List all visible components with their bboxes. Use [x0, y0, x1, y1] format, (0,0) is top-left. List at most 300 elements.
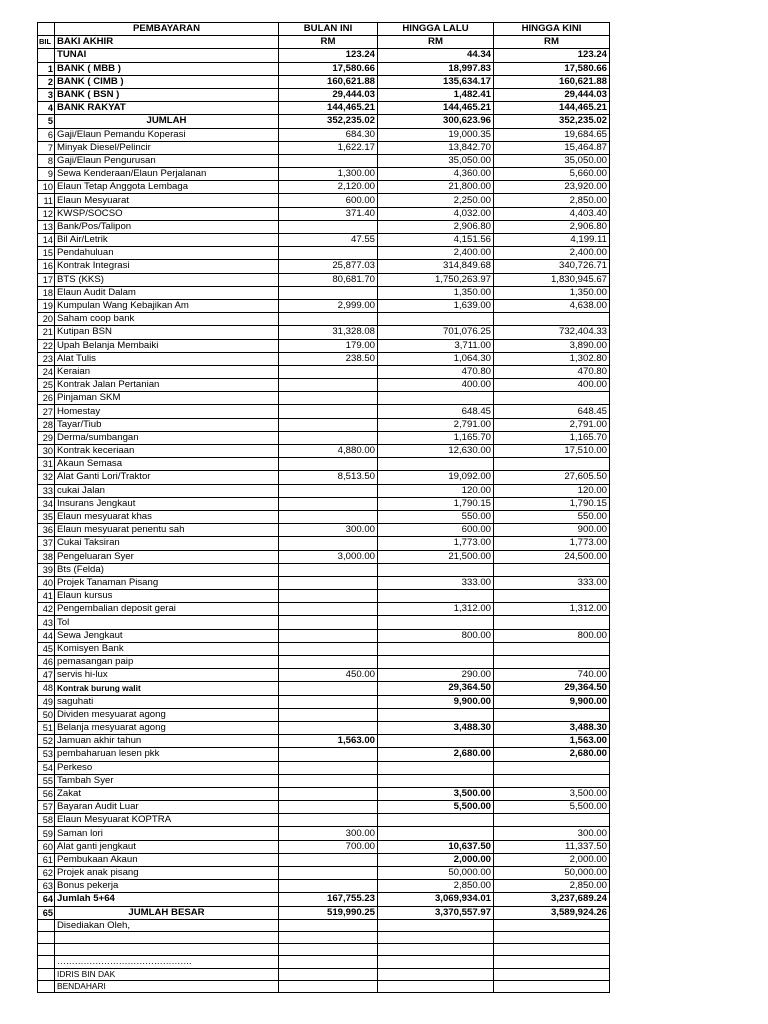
table-row: [38, 313, 610, 326]
value-hingga-kini: 1,563.00: [494, 735, 610, 748]
row-number: 60: [38, 840, 55, 853]
table-row: [38, 695, 610, 708]
value-bulan-ini: [279, 392, 378, 405]
row-description: BANK ( BSN ): [55, 88, 279, 101]
col-hingga-kini-header: HINGGA KINI: [494, 23, 610, 36]
row-description: pembaharuan lesen pkk: [55, 748, 279, 761]
value-hingga-lalu: 470.80: [378, 365, 494, 378]
value-hingga-kini: 2,680.00: [494, 748, 610, 761]
table-row: [38, 550, 610, 563]
row-number: 1: [38, 62, 55, 75]
row-number: 7: [38, 141, 55, 154]
value-hingga-kini: [494, 616, 610, 629]
row-description: Projek Tanaman Pisang: [55, 576, 279, 589]
table-row: [38, 194, 610, 207]
row-number: 25: [38, 379, 55, 392]
row-number: 56: [38, 787, 55, 800]
value-hingga-lalu: 333.00: [378, 576, 494, 589]
value-bulan-ini: [279, 220, 378, 233]
value-hingga-lalu: 9,900.00: [378, 695, 494, 708]
value-bulan-ini: 144,465.21: [279, 102, 378, 115]
table-row: [38, 827, 610, 840]
table-row: [38, 721, 610, 734]
row-number: 38: [38, 550, 55, 563]
table-row: [38, 141, 610, 154]
row-number: 22: [38, 339, 55, 352]
value-hingga-lalu: 3,488.30: [378, 721, 494, 734]
row-number: 46: [38, 656, 55, 669]
row-description: Gaji/Elaun Pemandu Koperasi: [55, 128, 279, 141]
row-number: 55: [38, 774, 55, 787]
value-bulan-ini: [279, 537, 378, 550]
value-bulan-ini: 3,000.00: [279, 550, 378, 563]
value-bulan-ini: 450.00: [279, 669, 378, 682]
table-row: [38, 299, 610, 312]
value-bulan-ini: [279, 405, 378, 418]
table-row: [38, 682, 610, 695]
value-bulan-ini: 80,681.70: [279, 273, 378, 286]
table-row: [38, 88, 610, 101]
value-bulan-ini: 300.00: [279, 827, 378, 840]
row-description: pemasangan paip: [55, 656, 279, 669]
value-bulan-ini: [279, 379, 378, 392]
row-description: Pengembalian deposit gerai: [55, 603, 279, 616]
table-row: [38, 128, 610, 141]
row-number: 42: [38, 603, 55, 616]
value-hingga-lalu: 13,842.70: [378, 141, 494, 154]
row-number: 58: [38, 814, 55, 827]
value-bulan-ini: [279, 801, 378, 814]
value-hingga-kini: 800.00: [494, 629, 610, 642]
row-number: 35: [38, 510, 55, 523]
value-hingga-lalu: 1,064.30: [378, 352, 494, 365]
value-hingga-lalu: [378, 563, 494, 576]
row-number: 41: [38, 590, 55, 603]
subheader-row: [38, 36, 610, 49]
value-hingga-kini: 29,364.50: [494, 682, 610, 695]
value-bulan-ini: [279, 721, 378, 734]
row-number: 10: [38, 181, 55, 194]
value-hingga-lalu: 600.00: [378, 524, 494, 537]
value-bulan-ini: [279, 761, 378, 774]
value-hingga-lalu: 1,639.00: [378, 299, 494, 312]
value-hingga-lalu: [378, 774, 494, 787]
table-row: [38, 168, 610, 181]
value-hingga-kini: 17,580.66: [494, 62, 610, 75]
row-description: servis hi-lux: [55, 669, 279, 682]
value-bulan-ini: [279, 418, 378, 431]
empty-cell: [55, 931, 279, 943]
row-number: 63: [38, 880, 55, 893]
table-row: [38, 326, 610, 339]
value-hingga-kini: 648.45: [494, 405, 610, 418]
value-bulan-ini: [279, 431, 378, 444]
row-number: 19: [38, 299, 55, 312]
value-hingga-lalu: 290.00: [378, 669, 494, 682]
signatory-name: IDRIS BIN DAK: [55, 968, 279, 980]
table-row: [38, 286, 610, 299]
empty-cell: [279, 931, 378, 943]
table-row: [38, 906, 610, 919]
value-hingga-kini: 3,237,689.24: [494, 893, 610, 906]
row-number: 2: [38, 75, 55, 88]
row-description: Elaun Tetap Anggota Lembaga: [55, 181, 279, 194]
row-description: Pinjaman SKM: [55, 392, 279, 405]
value-bulan-ini: [279, 708, 378, 721]
row-description: Zakat: [55, 787, 279, 800]
table-row: [38, 708, 610, 721]
table-row: [38, 471, 610, 484]
value-hingga-lalu: [378, 827, 494, 840]
row-number: 26: [38, 392, 55, 405]
value-hingga-kini: 9,900.00: [494, 695, 610, 708]
value-hingga-kini: 1,312.00: [494, 603, 610, 616]
value-hingga-lalu: 1,312.00: [378, 603, 494, 616]
empty-cell: [378, 968, 494, 980]
value-hingga-kini: [494, 590, 610, 603]
row-number: 28: [38, 418, 55, 431]
signature-line: ……………………………………….: [55, 956, 279, 968]
row-description: Projek anak pisang: [55, 867, 279, 880]
row-description: Alat Ganti Lori/Traktor: [55, 471, 279, 484]
payment-table: [37, 22, 610, 993]
row-description: Cukai Taksiran: [55, 537, 279, 550]
value-hingga-lalu: 2,850.00: [378, 880, 494, 893]
value-bulan-ini: [279, 313, 378, 326]
row-description: JUMLAH BESAR: [55, 906, 279, 919]
table-row: [38, 656, 610, 669]
value-hingga-kini: 35,050.00: [494, 154, 610, 167]
prepared-by-label: Disediakan Oleh,: [55, 919, 279, 931]
value-hingga-lalu: 2,791.00: [378, 418, 494, 431]
empty-cell: [279, 968, 378, 980]
row-number: 49: [38, 695, 55, 708]
value-hingga-lalu: 21,500.00: [378, 550, 494, 563]
value-bulan-ini: 1,563.00: [279, 735, 378, 748]
value-bulan-ini: [279, 656, 378, 669]
value-hingga-kini: 50,000.00: [494, 867, 610, 880]
value-bulan-ini: 31,328.08: [279, 326, 378, 339]
signatory-position: BENDAHARI: [55, 980, 279, 992]
value-hingga-kini: 400.00: [494, 379, 610, 392]
value-hingga-lalu: 4,360.00: [378, 168, 494, 181]
value-hingga-kini: 5,500.00: [494, 801, 610, 814]
row-description: Tayar/Tiub: [55, 418, 279, 431]
table-row: [38, 537, 610, 550]
value-bulan-ini: 519,990.25: [279, 906, 378, 919]
value-hingga-lalu: 19,000.35: [378, 128, 494, 141]
table-row: [38, 761, 610, 774]
row-number: 21: [38, 326, 55, 339]
value-hingga-lalu: 648.45: [378, 405, 494, 418]
value-hingga-kini: 352,235.02: [494, 115, 610, 128]
row-number: 24: [38, 365, 55, 378]
row-number: 64: [38, 893, 55, 906]
value-bulan-ini: 8,513.50: [279, 471, 378, 484]
table-row: [38, 787, 610, 800]
value-hingga-lalu: 35,050.00: [378, 154, 494, 167]
value-bulan-ini: 25,877.03: [279, 260, 378, 273]
col-hingga-lalu-header: HINGGA LALU: [378, 23, 494, 36]
row-number: 31: [38, 458, 55, 471]
value-hingga-lalu: 1,350.00: [378, 286, 494, 299]
value-hingga-kini: 333.00: [494, 576, 610, 589]
value-bulan-ini: 684.30: [279, 128, 378, 141]
row-number: 51: [38, 721, 55, 734]
value-hingga-lalu: 3,069,934.01: [378, 893, 494, 906]
row-number: 44: [38, 629, 55, 642]
row-number: 48: [38, 682, 55, 695]
table-row: [38, 339, 610, 352]
row-description: Kutipan BSN: [55, 326, 279, 339]
footer-row: [38, 956, 610, 968]
value-hingga-lalu: 21,800.00: [378, 181, 494, 194]
value-hingga-kini: [494, 761, 610, 774]
value-hingga-lalu: 19,092.00: [378, 471, 494, 484]
value-bulan-ini: 1,300.00: [279, 168, 378, 181]
value-hingga-kini: [494, 392, 610, 405]
value-hingga-kini: [494, 774, 610, 787]
row-description: Belanja mesyuarat agong: [55, 721, 279, 734]
value-bulan-ini: 17,580.66: [279, 62, 378, 75]
table-row: [38, 524, 610, 537]
value-hingga-kini: 24,500.00: [494, 550, 610, 563]
bil-label: BIL: [38, 36, 55, 49]
value-bulan-ini: [279, 880, 378, 893]
row-description: Bts (Felda): [55, 563, 279, 576]
value-hingga-lalu: 135,634.17: [378, 75, 494, 88]
empty-cell: [494, 968, 610, 980]
row-number: 47: [38, 669, 55, 682]
row-description: Bank/Pos/Talipon: [55, 220, 279, 233]
header-row: [38, 23, 610, 36]
value-hingga-kini: 2,000.00: [494, 853, 610, 866]
value-hingga-kini: [494, 656, 610, 669]
table-row: [38, 880, 610, 893]
row-number: 11: [38, 194, 55, 207]
value-hingga-lalu: 800.00: [378, 629, 494, 642]
empty-cell: [378, 919, 494, 931]
value-bulan-ini: 371.40: [279, 207, 378, 220]
row-number: 17: [38, 273, 55, 286]
row-number: 4: [38, 102, 55, 115]
empty-cell: [279, 956, 378, 968]
row-description: Bayaran Audit Luar: [55, 801, 279, 814]
empty-cell: [494, 980, 610, 992]
row-number: 54: [38, 761, 55, 774]
table-row: [38, 748, 610, 761]
value-hingga-kini: 27,605.50: [494, 471, 610, 484]
row-description: Pengeluaran Syer: [55, 550, 279, 563]
value-bulan-ini: [279, 458, 378, 471]
value-bulan-ini: 160,621.88: [279, 75, 378, 88]
row-number: 12: [38, 207, 55, 220]
value-hingga-lalu: 1,773.00: [378, 537, 494, 550]
value-hingga-lalu: 50,000.00: [378, 867, 494, 880]
value-hingga-lalu: [378, 616, 494, 629]
value-hingga-kini: 2,400.00: [494, 247, 610, 260]
value-hingga-lalu: [378, 735, 494, 748]
table-row: [38, 115, 610, 128]
value-hingga-lalu: 29,364.50: [378, 682, 494, 695]
row-number: 50: [38, 708, 55, 721]
empty-cell: [378, 931, 494, 943]
value-hingga-lalu: 5,500.00: [378, 801, 494, 814]
value-hingga-lalu: 12,630.00: [378, 445, 494, 458]
value-bulan-ini: [279, 774, 378, 787]
row-description: Elaun Audit Dalam: [55, 286, 279, 299]
value-hingga-lalu: 120.00: [378, 484, 494, 497]
value-hingga-kini: 160,621.88: [494, 75, 610, 88]
row-description: Insurans Jengkaut: [55, 497, 279, 510]
table-row: [38, 893, 610, 906]
title-cell: PEMBAYARAN: [55, 23, 279, 36]
value-hingga-kini: 19,684.65: [494, 128, 610, 141]
value-bulan-ini: [279, 484, 378, 497]
unit-label-1: RM: [279, 36, 378, 49]
empty-cell: [494, 919, 610, 931]
row-description: Minyak Diesel/Pelincir: [55, 141, 279, 154]
value-hingga-lalu: [378, 814, 494, 827]
table-row: [38, 576, 610, 589]
value-hingga-kini: 123.24: [494, 49, 610, 62]
value-bulan-ini: [279, 497, 378, 510]
empty-cell: [494, 944, 610, 956]
value-hingga-kini: 1,350.00: [494, 286, 610, 299]
row-description: Gaji/Elaun Pengurusan: [55, 154, 279, 167]
table-row: [38, 102, 610, 115]
row-description: Homestay: [55, 405, 279, 418]
value-hingga-kini: 900.00: [494, 524, 610, 537]
value-hingga-kini: [494, 313, 610, 326]
value-hingga-kini: 300.00: [494, 827, 610, 840]
row-description: Elaun mesyuarat penentu sah: [55, 524, 279, 537]
value-hingga-kini: 17,510.00: [494, 445, 610, 458]
value-hingga-lalu: [378, 642, 494, 655]
row-number: 6: [38, 128, 55, 141]
value-hingga-kini: [494, 708, 610, 721]
value-hingga-lalu: 1,482.41: [378, 88, 494, 101]
value-hingga-kini: 2,791.00: [494, 418, 610, 431]
row-description: Kontrak Jalan Pertanian: [55, 379, 279, 392]
row-description: saguhati: [55, 695, 279, 708]
value-hingga-lalu: 144,465.21: [378, 102, 494, 115]
value-bulan-ini: 238.50: [279, 352, 378, 365]
value-bulan-ini: [279, 603, 378, 616]
row-number: 33: [38, 484, 55, 497]
row-number: 8: [38, 154, 55, 167]
row-description: Sewa Jengkaut: [55, 629, 279, 642]
row-number: 45: [38, 642, 55, 655]
table-row: [38, 497, 610, 510]
table-row: [38, 154, 610, 167]
value-hingga-kini: 1,773.00: [494, 537, 610, 550]
value-hingga-kini: 2,906.80: [494, 220, 610, 233]
row-number: 32: [38, 471, 55, 484]
row-description: Pembukaan Akaun: [55, 853, 279, 866]
value-hingga-kini: 23,920.00: [494, 181, 610, 194]
baki-akhir-label: BAKI AKHIR: [55, 36, 279, 49]
row-number: 30: [38, 445, 55, 458]
row-number: 16: [38, 260, 55, 273]
value-bulan-ini: [279, 853, 378, 866]
row-description: Keraian: [55, 365, 279, 378]
table-row: [38, 669, 610, 682]
row-description: Perkeso: [55, 761, 279, 774]
row-description: Bil Air/Letrik: [55, 234, 279, 247]
row-number: 43: [38, 616, 55, 629]
value-hingga-lalu: 2,000.00: [378, 853, 494, 866]
table-row: [38, 616, 610, 629]
table-row: [38, 484, 610, 497]
row-description: Tambah Syer: [55, 774, 279, 787]
value-hingga-kini: 2,850.00: [494, 880, 610, 893]
row-number: 20: [38, 313, 55, 326]
table-row: [38, 603, 610, 616]
value-hingga-lalu: [378, 708, 494, 721]
value-bulan-ini: [279, 286, 378, 299]
row-description: Kontrak Integrasi: [55, 260, 279, 273]
value-bulan-ini: [279, 695, 378, 708]
value-hingga-kini: 3,500.00: [494, 787, 610, 800]
row-description: Dividen mesyuarat agong: [55, 708, 279, 721]
value-hingga-lalu: 1,750,263.97: [378, 273, 494, 286]
row-number: 27: [38, 405, 55, 418]
value-bulan-ini: 179.00: [279, 339, 378, 352]
row-description: Upah Belanja Membaiki: [55, 339, 279, 352]
row-description: Kontrak keceriaan: [55, 445, 279, 458]
table-row: [38, 365, 610, 378]
table-row: [38, 247, 610, 260]
value-hingga-lalu: 2,400.00: [378, 247, 494, 260]
value-hingga-lalu: 44.34: [378, 49, 494, 62]
empty-cell: [38, 919, 55, 931]
empty-cell: [38, 980, 55, 992]
row-number: 40: [38, 576, 55, 589]
table-row: [38, 405, 610, 418]
row-description: Akaun Semasa: [55, 458, 279, 471]
value-bulan-ini: 2,120.00: [279, 181, 378, 194]
value-bulan-ini: 47.55: [279, 234, 378, 247]
table-row: [38, 814, 610, 827]
value-hingga-kini: [494, 458, 610, 471]
empty-cell: [378, 980, 494, 992]
table-row: [38, 207, 610, 220]
empty-cell: [38, 956, 55, 968]
value-hingga-kini: 29,444.03: [494, 88, 610, 101]
value-hingga-lalu: 3,500.00: [378, 787, 494, 800]
value-bulan-ini: [279, 814, 378, 827]
table-row: [38, 181, 610, 194]
row-number: 9: [38, 168, 55, 181]
row-description: BANK ( MBB ): [55, 62, 279, 75]
value-hingga-kini: 2,850.00: [494, 194, 610, 207]
value-hingga-lalu: 18,997.83: [378, 62, 494, 75]
value-hingga-kini: 120.00: [494, 484, 610, 497]
value-hingga-kini: 5,660.00: [494, 168, 610, 181]
table-row: [38, 260, 610, 273]
value-hingga-kini: 4,638.00: [494, 299, 610, 312]
row-description: BTS (KKS): [55, 273, 279, 286]
value-hingga-lalu: 400.00: [378, 379, 494, 392]
value-hingga-lalu: 3,370,557.97: [378, 906, 494, 919]
table-row: [38, 445, 610, 458]
value-bulan-ini: [279, 616, 378, 629]
value-bulan-ini: [279, 247, 378, 260]
row-number: [38, 49, 55, 62]
table-row: [38, 510, 610, 523]
row-description: Jumlah 5+64: [55, 893, 279, 906]
